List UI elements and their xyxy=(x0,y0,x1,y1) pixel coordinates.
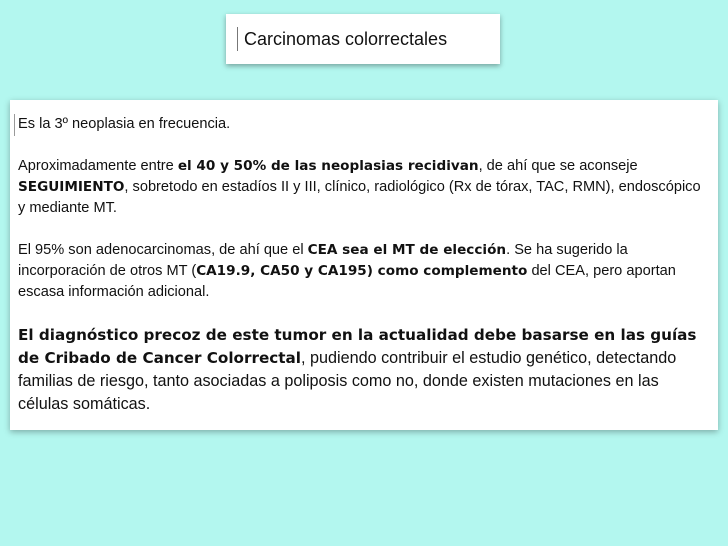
text-segment: . Se ha sugerido la incorporación de otros MT ( xyxy=(18,242,628,279)
slide-title-box xyxy=(226,14,500,64)
text-segment: , sobretodo en estadíos II y III, clínico, radiológico (Rx de tórax, TAC, RMN), endoscópico y mediante MT. xyxy=(18,179,701,216)
text-segment: Aproximadamente entre xyxy=(18,158,178,174)
text-segment: del CEA, pero aportan escasa información adicional. xyxy=(18,263,676,300)
bold-segment: el 40 y 50% de las neoplasias recidivan xyxy=(177,158,479,174)
text-segment: El 95% son adenocarcinomas, de ahí que el xyxy=(18,242,308,258)
text-segment: Es la 3º neoplasia en frecuencia. xyxy=(18,116,231,132)
text-segment: , pudiendo contribuir el estudio genético, detectando familias de riesgo, tanto asociadas a poliposis como no, donde existen mutaciones en las células somáticas. xyxy=(18,349,677,413)
content-box xyxy=(10,100,718,430)
bold-segment: CA19.9, CA50 y CA195) como complemento xyxy=(196,263,528,279)
slide-title: Carcinomas colorrectales xyxy=(244,29,448,49)
text-cursor xyxy=(237,27,238,51)
paragraph-4 xyxy=(18,324,710,416)
text-cursor xyxy=(14,114,15,136)
bold-segment: El diagnóstico precoz de este tumor en la actualidad debe basarse en las guías de Cribado de Cancer Colorrectal xyxy=(18,326,697,367)
bold-segment: SEGUIMIENTO xyxy=(18,179,125,195)
text-segment: , de ahí que se aconseje xyxy=(478,158,638,174)
bold-segment: CEA sea el MT de elección xyxy=(307,242,507,258)
paragraph-1 xyxy=(18,114,710,135)
paragraph-3 xyxy=(18,240,710,303)
paragraph-2 xyxy=(18,156,710,219)
